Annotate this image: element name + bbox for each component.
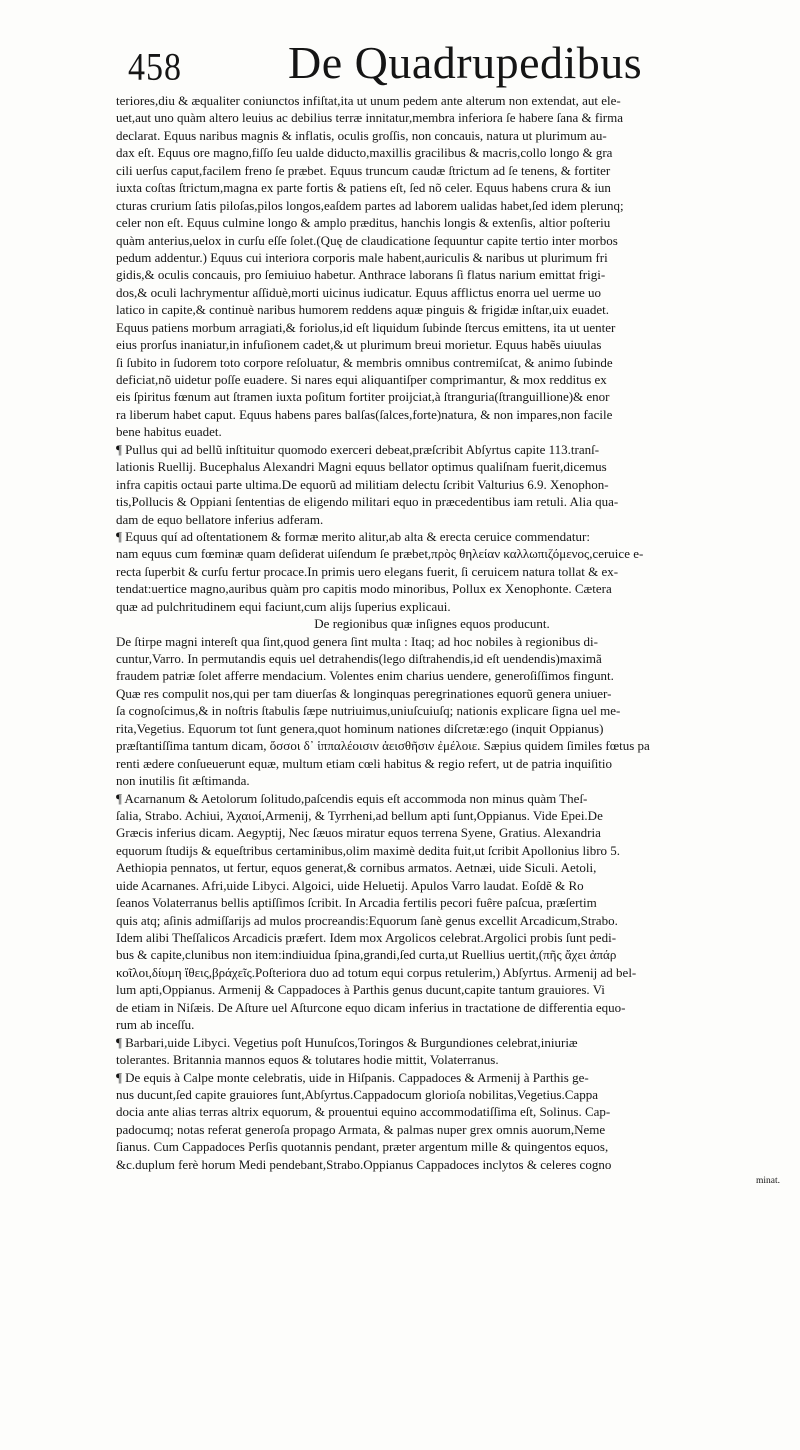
text-line: ¶ Barbari,uide Libyci. Vegetius poſt Hunuſcos,Toringos & Burgundiones celebrat,iniuriæ [116,1034,578,1050]
text-line: cili uerſus caput,facilem freno ſe præbet. Equus truncum caudæ ſtrictum ad ſe tenens, & fortiter [116,162,611,178]
text-line: bus & capite,clunibus non item:indiuidua ſpina,grandi,ſed curta,ut Ruellius uertit,(πῆς ἄχει ἀπάρ [116,947,617,963]
text-line: dax eſt. Equus ore magno,fiſſo ſeu ualde diducto,maxillis gracilibus & macris,collo longo & gra [116,145,613,161]
text-line: nus ducunt,ſed capite grauiores ſunt,Abſyrtus.Cappadocum glorioſa nobilitas,Vegetius.Cappa [116,1086,598,1102]
text-line: ¶ De equis à Calpe monte celebratis, uide in Hiſpanis. Cappadoces & Armenij à Parthis ge- [116,1069,589,1085]
text-line: quàm anterius,uelox in curſu eſſe ſolet.(Quę de claudicatione ſequuntur capite tertio inter morbos [116,232,618,248]
text-line: gidis,& oculis concauis, pro ſemiuiuo habetur. Anthrace laborans ſi flatus narium emittat frigi- [116,267,606,283]
text-line: latico in capite,& continuè naribus humorem reddens aquæ pinguis & frigidæ inſtar,uix euadet. [116,302,610,318]
text-line: tis,Pollucis & Oppiani ſententias de eligendo militari equo in præcedentibus iam retuli. Alia qua- [116,494,619,510]
text-line: fraudem patriæ ſolet afferre mendacium. Volentes enim charius uendere, generoſiſſimos fingunt. [116,668,614,684]
text-line: ſianus. Cum Cappadoces Perſis quotannis pendant, præter argentum mille & quingentos equos, [116,1139,609,1155]
text-line: pedum addentur.) Equus cui interiora corporis male habent,auriculis & naribus ut plurimum fri [116,249,608,265]
text-line: ſeanos Volaterranus bellis aptiſſimos ſcribit. In Arcadia fertilis pecori fuêre paſcua, præſertim [116,895,597,911]
text-line: κοῖλοι,δίυμη ἴθεις,βράχεῖς.Poſteriora duo ad totum equi corpus retulerim,) Abſyrtus. Armenij ad bel- [116,964,637,980]
text-line: Idem alibi Theſſalicos Arcadicis præfert. Idem mox Argolicos celebrat.Argolici probis ſunt pedi- [116,930,617,945]
text-line: Quæ res compulit nos,qui per tam diuerſas & longinquas peregrinationes equorũ genera uniuer- [116,685,612,701]
text-line: iuxta coſtas ſtrictum,magna ex parte fortis & patiens eſt, ſed nõ celer. Equus habens crura & iun [116,180,611,196]
text-line: quæ ad pulchritudinem equi faciunt,cum alijs ſuperius explicaui. [116,598,451,614]
text-line: ¶ Equus quí ad oſtentationem & formæ merito alitur,ab alta & erecta ceruice commendatur: [116,528,590,544]
text-line: &c.duplum ferè horum Medi pendebant,Strabo.Oppianus Cappadoces inclytos & celeres cogno [116,1156,612,1172]
text-line: Aethiopia pennatos, ut fertur, equos generat,& cornibus armatos. Aetnæi, uide Siculi. Aetoli, [116,860,597,876]
running-title: De Quadrupedibus [288,37,643,88]
text-line: non inutilis ſit æſtimanda. [116,773,250,789]
text-line: rita,Vegetius. Equorum tot ſunt genera,quot hominum nationes diſcretæ:ego (inquit Oppianus) [116,720,604,736]
text-line: ſi ſubito in ſudorem toto corpore reſoluatur, & membris omnibus contremiſcat, & animo ſubinde [116,354,613,370]
page-number: 458 [128,46,182,89]
text-line: rum ab inceſſu. [116,1017,195,1033]
text-line: De ſtirpe magni intereſt qua ſint,quod genera ſint multa : Itaq; ad hoc nobiles à regionibus di- [116,633,598,649]
text-line: Græcis inferius dicam. Aegyptij, Nec ſæuos miratur equos terrena Syene, Gratius. Alexandria [116,825,601,841]
text-line: lum apti,Oppianus. Armenij & Cappadoces à Parthis genus ducunt,capite tantum grauiores. Vi [116,982,605,998]
text-line: tolerantes. Britannia mannos equos & tolutares hodie mittit, Volaterranus. [116,1052,499,1068]
text-line: dam de equo bellatore inferius adferam. [116,511,324,527]
text-line: uet,aut uno quàm altero leuius ac debilius terræ innitatur,membra inferiora ſe habere ſana & firma [116,110,624,126]
text-line: deficiat,nõ uidetur poſſe euadere. Si nares equi aliquantiſper comprimantur, & mox redditus ex [116,372,607,387]
text-line: ¶ Acarnanum & Aetolorum ſolitudo,paſcendis equis eſt accommoda non minus quàm Theſ- [116,790,588,806]
text-line: celer non eſt. Equus culmine longo & amplo præditus, hanchis longis & extenſis, altior poſteriu [116,215,611,231]
text-line: Equus patiens morbum arragiati,& foriolus,id eſt liquidum ſubinde ſtercus emittens, ita ut uenter [116,319,616,335]
section-heading: De regionibus quæ inſignes equos producunt. [314,616,550,632]
text-line: teriores,diu & æqualiter coniunctos infiſtat,ita ut unum pedem ante alterum non extendat, aut ele- [116,93,621,108]
text-line: docia ante alias terras altrix equorum, & prouentui equino accommodatiſſima eſt, Solinus. Cap- [116,1104,611,1120]
text-line: eis ſpiritus fœnum aut ſtramen iuxta poſitum fortiter proijciat,à ſtranguria(ſtranguillione)& enor [116,389,610,405]
text-line: lationis Ruellij. Bucephalus Alexandri Magni equus bellator optimus qualiſnam fuerit,dicemus [116,459,607,475]
text-line: ¶ Pullus qui ad bellũ inſtituitur quomodo exerceri debeat,præſcribit Abſyrtus capite 113.tranſ- [116,441,600,457]
text-line: cuntur,Varro. In permutandis equis uel detrahendis(lego diſtrahendis,id eſt uendendis)maximã [116,651,602,666]
text-line: eius prorſus inaniatur,in infuſionem cadet,& ut plurimum breui morietur. Equus habẽs uiuulas [116,337,602,353]
text-line: ſa cognoſcimus,& in noſtris ſtabulis ſæpe nutriuimus,uniuſcuiuſq; nationis explicare ſigna uel me- [116,703,621,719]
text-line: equorum ſtudijs & equeſtribus certaminibus,olim maximè dedita fuit,ut ſcribit Apollonius libro 5. [116,842,621,858]
text-line: cturas crurium ſatis piloſas,pilos longos,eaſdem partes ad laborem ualidas habet,ſed idem plerunq; [116,197,624,213]
text-line: tendat:uertice magno,auribus quàm pro capitis modo minoribus, Pollux ex Xenophonte. Cætera [116,581,612,597]
page-header [0,0,800,90]
text-line: uide Acarnanes. Afri,uide Libyci. Algoici, uide Heluetij. Apulos Varro laudat. Eoſdẽ & Ro [116,877,584,893]
body-text [116,92,798,1191]
text-line: infra capitis octaui parte ultima.De equorũ ad militiam delectu ſcribit Valturius 6.9. Xenophon- [116,476,609,492]
text-line: de etiam in Niſæis. De Aſture uel Aſturcone equo dicam inferius in tractatione de differentia equo- [116,999,626,1015]
text-line: præſtantiſſima tantum dicam, ὅσσοι δ᾽ ἱππαλέοισιν ἀεισθῆσιν ἐμέλοιε. Sæpius quidem ſimiles fœtus pa [116,738,650,754]
text-line: quis atq; aſinis admiſſarijs ad mulos procreandis:Equorum ſanè genus excellit Arcadicum,Strabo. [116,912,618,928]
text-line: bene habitus euadet. [116,424,222,440]
text-line: minat. [755,1176,780,1187]
text-line: declarat. Equus naribus magnis & inflatis, oculis groſſis, non concauis, natura ut plurimum au- [116,127,607,143]
text-line: ra liberum habet caput. Equus habens pares balſas(ſalces,forte)natura, & non impares,non facile [116,406,613,422]
text-line: ſalia, Strabo. Achiui, Ἀχαιοί,Armenij, & Tyrrheni,ad bellum apti ſunt,Oppianus. Vide Epei.De [116,807,603,823]
text-line: recta ſuperbit & curſu fertur procace.In primis uero elegans fuerit, ſi ceruicem natura tollat & ex- [116,563,619,579]
text-line: dos,& oculi lachrymentur aſſiduè,morti uicinus iudicatur. Equus afflictus enorra uel uerme uo [116,284,601,300]
text-line: renti ædere conſueuerunt equæ, multum etiam cœli habitus & regio refert, ut de patria inquiſitio [116,755,613,771]
text-line: nam equus cum fœminæ quam deſiderat uiſendum ſe præbet,πρὸς θηλείαν καλλωπιζόμενος,ceruice e- [116,546,644,562]
text-line: padocumq; notas referat generoſa propago Armata, & palmas nuper grex omnis auorum,Neme [116,1121,606,1137]
